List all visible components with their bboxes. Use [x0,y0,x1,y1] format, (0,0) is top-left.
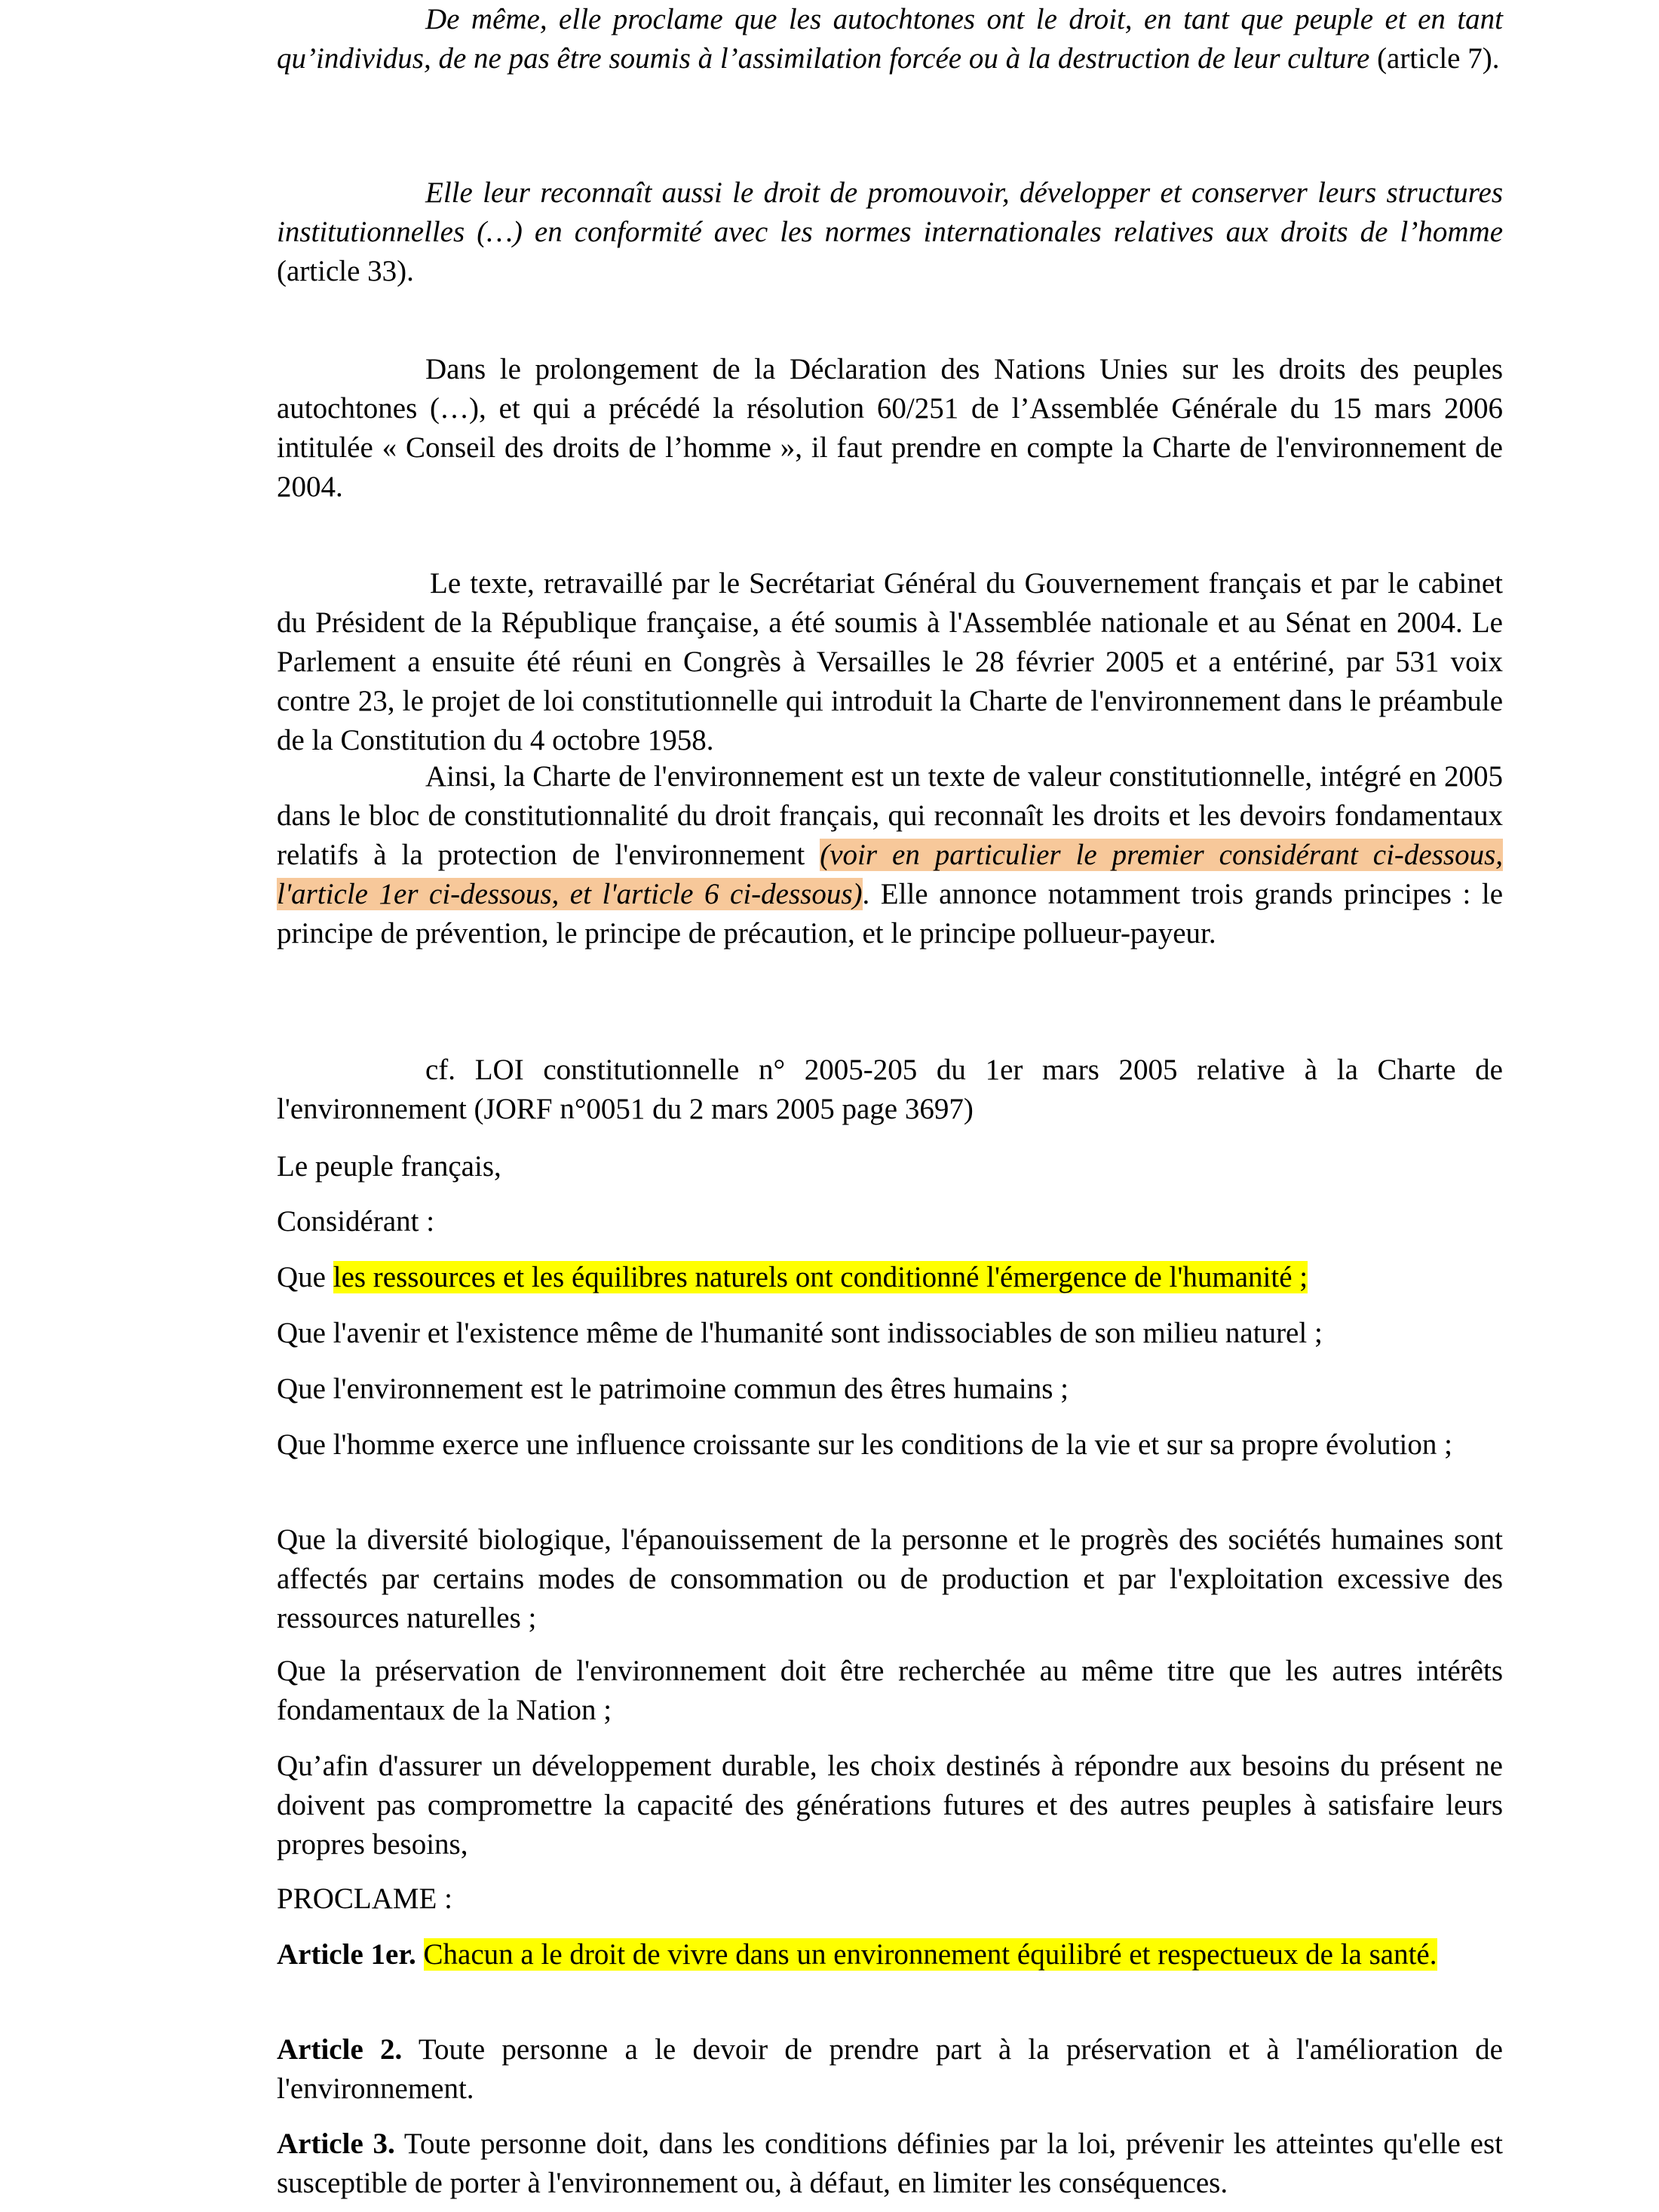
paragraph-text: Ainsi, la Charte de l'environnement est un texte de valeur constitutionnelle, intégré en 2005 dans le bloc de constitutionnalité du droit français, qui reconnaît les droits et les devoirs fondamentaux relatifs à la protection de l'environnement [277,760,1503,871]
article-2 [277,2030,1503,2109]
article-label: Article 2. [277,2033,403,2066]
article-label: Article 1er. [277,1938,416,1971]
paragraph-article-33 [277,173,1503,291]
considerant-prefix: Que [277,1261,333,1293]
considerant-item-4: Que l'homme exerce une influence croissante sur les conditions de la vie et sur sa propre évolution ; [277,1428,1452,1461]
article-text: Toute personne a le devoir de prendre part à la préservation et à l'amélioration de l'environnement. [277,2033,1503,2105]
charter-intro: Le peuple français, [277,1150,501,1183]
highlighted-article-text: Chacun a le droit de vivre dans un environnement équilibré et respectueux de la santé. [423,1938,1437,1971]
paragraph-prolongement: Dans le prolongement de la Déclaration des Nations Unies sur les droits des peuples autochtones (…), et qui a précédé la résolution 60/251 de l’Assemblée Générale du 15 mars 2006 intitulée « Conseil des droits de l’homme », il faut prendre en compte la Charte de l'environnement de 2004. [277,353,1503,503]
highlighted-note: (voir en particulier le premier considérant ci-dessous, l'article 1er ci-dessous, et l'article 6 ci-dessous) [277,839,1503,910]
paragraph-text: . Elle annonce notamment trois grands principes : le principe de prévention, le principe de précaution, et le principe pollueur-payeur. [277,878,1504,950]
considerant-item-5: Que la diversité biologique, l'épanouissement de la personne et le progrès des sociétés humaines sont affectés par certains modes de consommation ou de production et par l'exploitation excessive des ressources naturelles ; [277,1523,1503,1634]
article-label: Article 3. [277,2128,395,2160]
paragraph-article-7 [277,0,1503,78]
paragraph-texte: Le texte, retravaillé par le Secrétariat Général du Gouvernement français et par le cabinet du Président de la République française, a été soumis à l'Assemblée nationale et au Sénat en 2004. Le Parlement a ensuite été réuni en Congrès à Versailles le 28 février 2005 et a entériné, par 531 voix contre 23, le projet de loi constitutionnelle qui introduit la Charte de l'environnement dans le préambule de la Constitution du 4 octobre 1958. [277,567,1503,756]
considerant-item-1 [277,1258,1308,1297]
charter-considerant: Considérant : [277,1205,435,1238]
paragraph-ainsi [277,757,1503,953]
considerant-item-6: Que la préservation de l'environnement doit être recherchée au même titre que les autres intérêts fondamentaux de la Nation ; [277,1655,1503,1726]
considerant-item-2: Que l'avenir et l'existence même de l'humanité sont indissociables de son milieu naturel ; [277,1317,1323,1349]
article-text: Toute personne doit, dans les conditions définies par la loi, prévenir les atteintes qu'elle est susceptible de porter à l'environnement ou, à défaut, en limiter les conséquences. [277,2128,1503,2199]
article-reference: (article 7). [1369,42,1500,75]
article-reference: (article 33). [277,255,414,287]
article-3 [277,2125,1503,2203]
considerant-item-7: Qu’afin d'assurer un développement durable, les choix destinés à répondre aux besoins du présent ne doivent pas compromettre la capacité des générations futures et des autres peuples à satisfaire leurs propres besoins, [277,1750,1503,1861]
quote-text: De même, elle proclame que les autochtones ont le droit, en tant que peuple et en tant qu’individus, de ne pas être soumis à l’assimilation forcée ou à la destruction de leur culture [277,3,1503,75]
considerant-item-3: Que l'environnement est le patrimoine commun des êtres humains ; [277,1373,1069,1405]
paragraph-loi-reference: cf. LOI constitutionnelle n° 2005-205 du 1er mars 2005 relative à la Charte de l'environnement (JORF n°0051 du 2 mars 2005 page 3697) [277,1054,1503,1125]
proclame-heading: PROCLAME : [277,1882,452,1915]
highlighted-considerant: les ressources et les équilibres naturels ont conditionné l'émergence de l'humanité ; [333,1261,1308,1293]
article-1 [277,1935,1437,1974]
quote-text: Elle leur reconnaît aussi le droit de promouvoir, développer et conserver leurs structures institutionnelles (…) en conformité avec les normes internationales relatives aux droits de l’homme [277,176,1503,248]
